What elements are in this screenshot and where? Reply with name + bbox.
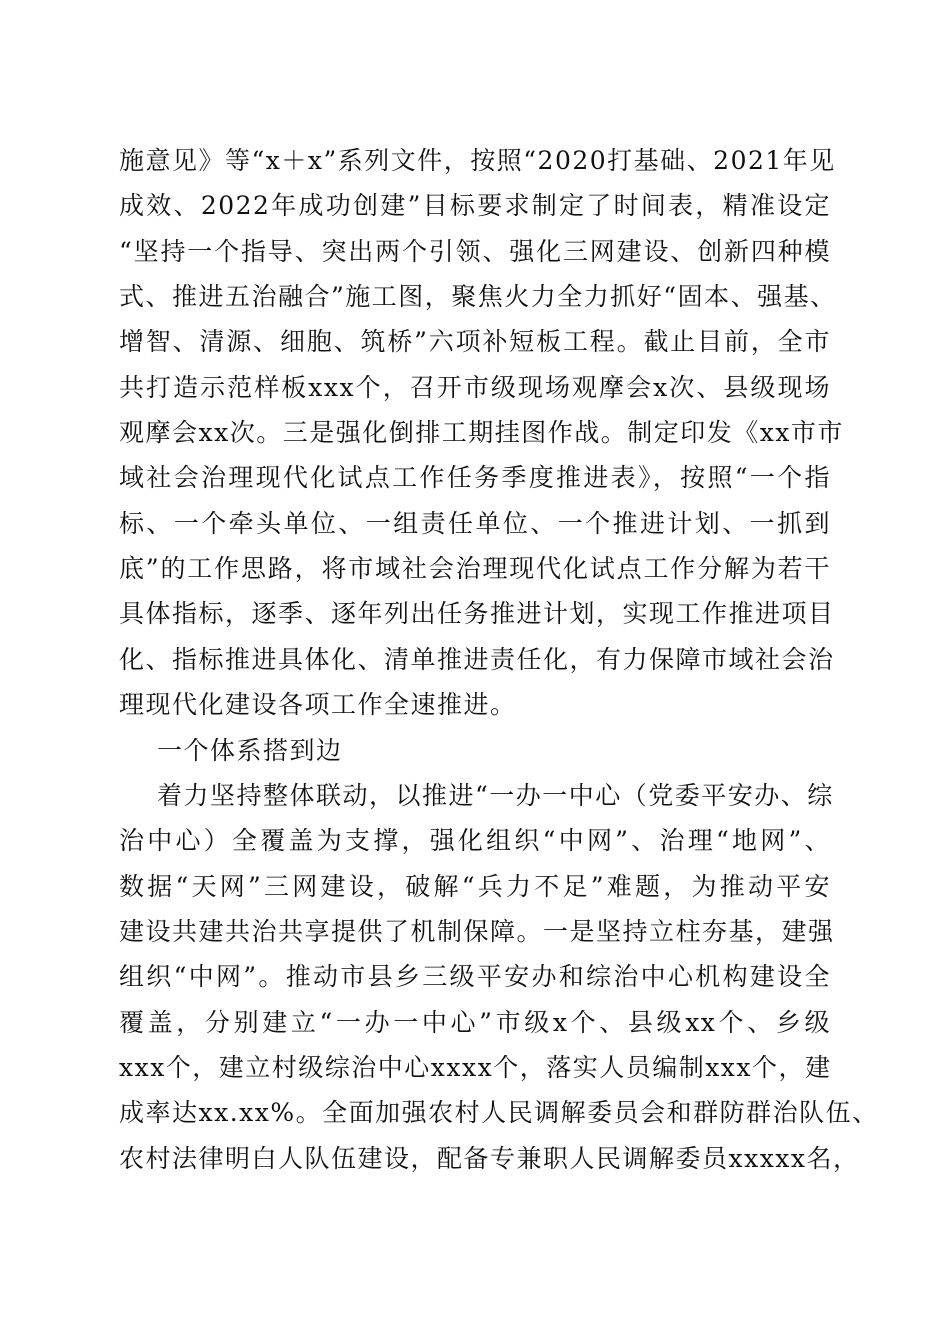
text-line: 成率达xx.xx%。全面加强农村人民调解委员会和群防群治队伍、 [119,1098,879,1127]
text-line: “坚持一个指导、突出两个引领、强化三网建设、创新四种模 [119,237,831,266]
section-heading: 一个体系搭到边 [157,736,343,765]
paragraph-first-line: 着力坚持整体联动，以推进“一办一中心（党委平安办、综 [157,781,834,810]
text-line: 组织“中网”。推动市县乡三级平安办和综治中心机构建设全 [119,962,831,991]
text-line: 式、推进五治融合”施工图，聚焦火力全力抓好“固本、强基、 [119,282,837,311]
text-line: 施意见》等“x＋x”系列文件，按照“2020打基础、2021年见 [119,146,836,175]
text-line: xxx个，建立村级综治中心xxxx个，落实人员编制xxx个，建 [119,1053,832,1082]
text-line: 数据“天网”三网建设，破解“兵力不足”难题，为推动平安 [119,872,831,901]
text-line: 成效、2022年成功创建”目标要求制定了时间表，精准设定 [119,191,831,220]
text-line: 域社会治理现代化试点工作任务季度推进表》，按照“一个指 [119,463,831,492]
text-line: 底”的工作思路，将市域社会治理现代化试点工作分解为若干 [119,554,831,583]
text-line: 覆盖，分别建立“一办一中心”市级x个、县级xx个、乡级 [119,1008,831,1037]
text-line: 标、一个牵头单位、一组责任单位、一个推进计划、一抓到 [119,509,831,538]
text-line: 化、指标推进具体化、清单推进责任化，有力保障市域社会治 [119,645,835,674]
text-line: 共打造示范样板xxx个，召开市级现场观摩会x次、县级现场 [119,373,831,402]
text-line: 农村法律明白人队伍建设，配备专兼职人民调解委员xxxxx名， [119,1144,860,1173]
text-line: 建设共建共治共享提供了机制保障。一是坚持立柱夯基，建强 [119,917,835,946]
text-line: 具体指标，逐季、逐年列出任务推进计划，实现工作推进项目 [119,599,835,628]
text-line: 理现代化建设各项工作全速推进。 [119,690,517,719]
text-line: 观摩会xx次。三是强化倒排工期挂图作战。制定印发《xx市市 [119,418,844,447]
text-line: 治中心）全覆盖为支撑，强化组织“中网”、治理“地网”、 [119,826,831,855]
text-line: 增智、清源、细胞、筑桥”六项补短板工程。截止目前，全市 [119,327,831,356]
